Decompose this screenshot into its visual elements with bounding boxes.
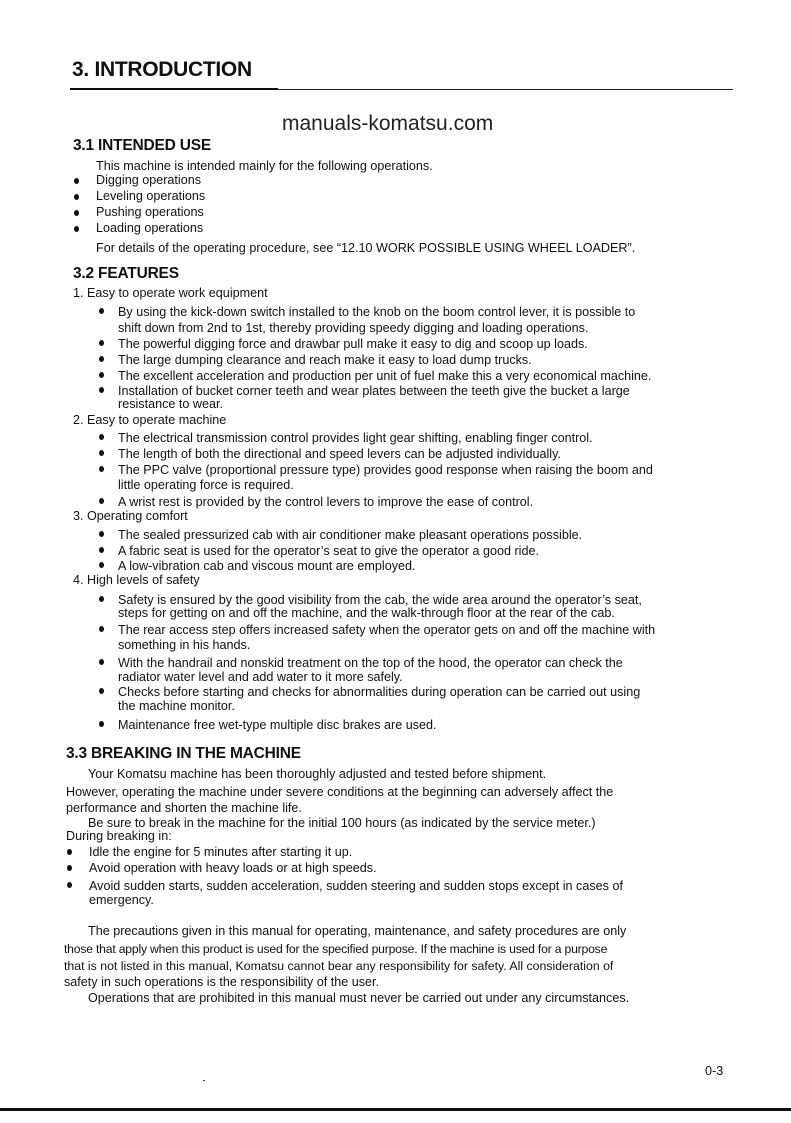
bullet-icon <box>99 372 104 378</box>
bullet-icon <box>99 356 104 362</box>
bullet-icon <box>99 498 104 504</box>
bullet-icon <box>67 849 72 855</box>
paragraph: The precautions given in this manual for operating, maintenance, and safety procedures are only <box>88 924 627 938</box>
list-item-cont: something in his hands. <box>118 638 251 652</box>
bullet-icon <box>99 466 104 472</box>
list-item: Checks before starting and checks for abnormalities during operation can be carried out using <box>118 685 641 699</box>
bullet-icon <box>99 721 104 727</box>
list-item: Pushing operations <box>96 205 204 219</box>
bullet-icon <box>99 434 104 440</box>
bullet-icon <box>99 531 104 537</box>
list-item: Digging operations <box>96 173 202 187</box>
list-item: With the handrail and nonskid treatment on the top of the hood, the operator can check the <box>118 656 623 670</box>
paragraph: This machine is intended mainly for the following operations. <box>96 159 433 173</box>
list-item: The large dumping clearance and reach make it easy to load dump trucks. <box>118 353 532 367</box>
list-item: Idle the engine for 5 minutes after starting it up. <box>89 845 353 859</box>
list-item: Loading operations <box>96 221 204 235</box>
bullet-icon <box>99 308 104 314</box>
numbered-item: 1. Easy to operate work equipment <box>73 286 268 300</box>
bullet-icon <box>74 226 79 232</box>
list-item: Leveling operations <box>96 189 206 203</box>
list-item: Avoid sudden starts, sudden acceleration, sudden steering and sudden stops except in cases of <box>89 879 623 893</box>
bullet-icon <box>99 659 104 665</box>
page-number: 0-3 <box>705 1064 724 1078</box>
list-item: The sealed pressurized cab with air conditioner make pleasant operations possible. <box>118 528 583 542</box>
list-item-cont: little operating force is required. <box>118 478 294 492</box>
bullet-icon <box>99 547 104 553</box>
list-item: Installation of bucket corner teeth and wear plates between the teeth give the bucket a large <box>118 384 630 398</box>
bullet-icon <box>99 562 104 568</box>
list-item: A wrist rest is provided by the control levers to improve the ease of control. <box>118 495 534 509</box>
paragraph: performance and shorten the machine life. <box>66 801 302 815</box>
bullet-icon <box>74 194 79 200</box>
list-item: A fabric seat is used for the operator’s seat to give the operator a good ride. <box>118 544 539 558</box>
bullet-icon <box>74 178 79 184</box>
numbered-item: 3. Operating comfort <box>73 509 188 523</box>
section-heading-features: 3.2 FEATURES <box>73 265 179 282</box>
list-item: The length of both the directional and speed levers can be adjusted individually. <box>118 447 561 461</box>
list-item: Safety is ensured by the good visibility from the cab, the wide area around the operator’s seat, <box>118 593 642 607</box>
paragraph: Be sure to break in the machine for the initial 100 hours (as indicated by the service meter.) <box>88 816 596 830</box>
list-item-cont: the machine monitor. <box>118 699 235 713</box>
list-item: Maintenance free wet-type multiple disc brakes are used. <box>118 718 437 732</box>
list-item: A low-vibration cab and viscous mount are employed. <box>118 559 416 573</box>
paragraph: For details of the operating procedure, see “12.10 WORK POSSIBLE USING WHEEL LOADER”. <box>96 241 636 255</box>
list-item: The excellent acceleration and production per unit of fuel make this a very economical machine. <box>118 369 652 383</box>
bullet-icon <box>99 596 104 602</box>
list-item: The rear access step offers increased safety when the operator gets on and off the machine with <box>118 623 656 637</box>
paragraph: Your Komatsu machine has been thoroughly adjusted and tested before shipment. <box>88 767 547 781</box>
bullet-icon <box>74 210 79 216</box>
list-item: The PPC valve (proportional pressure type) provides good response when raising the boom and <box>118 463 653 477</box>
paragraph: Operations that are prohibited in this manual must never be carried out under any circumstances. <box>88 991 630 1005</box>
watermark: manuals-komatsu.com <box>282 112 494 135</box>
numbered-item: 4. High levels of safety <box>73 573 200 587</box>
footer-rule <box>0 1108 791 1111</box>
page-title: 3. INTRODUCTION <box>72 58 252 81</box>
list-item: The powerful digging force and drawbar pull make it easy to dig and scoop up loads. <box>118 337 588 351</box>
bullet-icon <box>99 688 104 694</box>
paragraph: However, operating the machine under severe conditions at the beginning can adversely affect the <box>66 785 614 799</box>
paragraph: During breaking in: <box>66 829 172 843</box>
paragraph: safety in such operations is the responsibility of the user. <box>64 975 380 989</box>
section-heading-intended-use: 3.1 INTENDED USE <box>73 137 212 154</box>
title-underline <box>70 88 278 90</box>
list-item: The electrical transmission control provides light gear shifting, enabling finger control. <box>118 431 593 445</box>
paragraph: that is not listed in this manual, Komatsu cannot bear any responsibility for safety. All consideration of <box>64 959 614 973</box>
scan-speck <box>203 1080 205 1081</box>
list-item-cont: radiator water level and add water to it more safely. <box>118 670 403 684</box>
bullet-icon <box>99 450 104 456</box>
list-item: Avoid operation with heavy loads or at high speeds. <box>89 861 377 875</box>
list-item-cont: resistance to wear. <box>118 397 223 411</box>
numbered-item: 2. Easy to operate machine <box>73 413 227 427</box>
bullet-icon <box>67 865 72 871</box>
list-item-cont: steps for getting on and off the machine, and the walk-through floor at the rear of the cab. <box>118 606 615 620</box>
list-item: By using the kick-down switch installed to the knob on the boom control lever, it is possible to <box>118 305 636 319</box>
paragraph: those that apply when this product is used for the specified purpose. If the machine is used for a purpose <box>64 942 608 956</box>
list-item-cont: emergency. <box>89 893 154 907</box>
list-item-cont: shift down from 2nd to 1st, thereby providing speedy digging and loading operations. <box>118 321 589 335</box>
section-heading-breaking-in: 3.3 BREAKING IN THE MACHINE <box>66 745 301 762</box>
bullet-icon <box>99 340 104 346</box>
bullet-icon <box>67 882 72 888</box>
bullet-icon <box>99 387 104 393</box>
bullet-icon <box>99 626 104 632</box>
